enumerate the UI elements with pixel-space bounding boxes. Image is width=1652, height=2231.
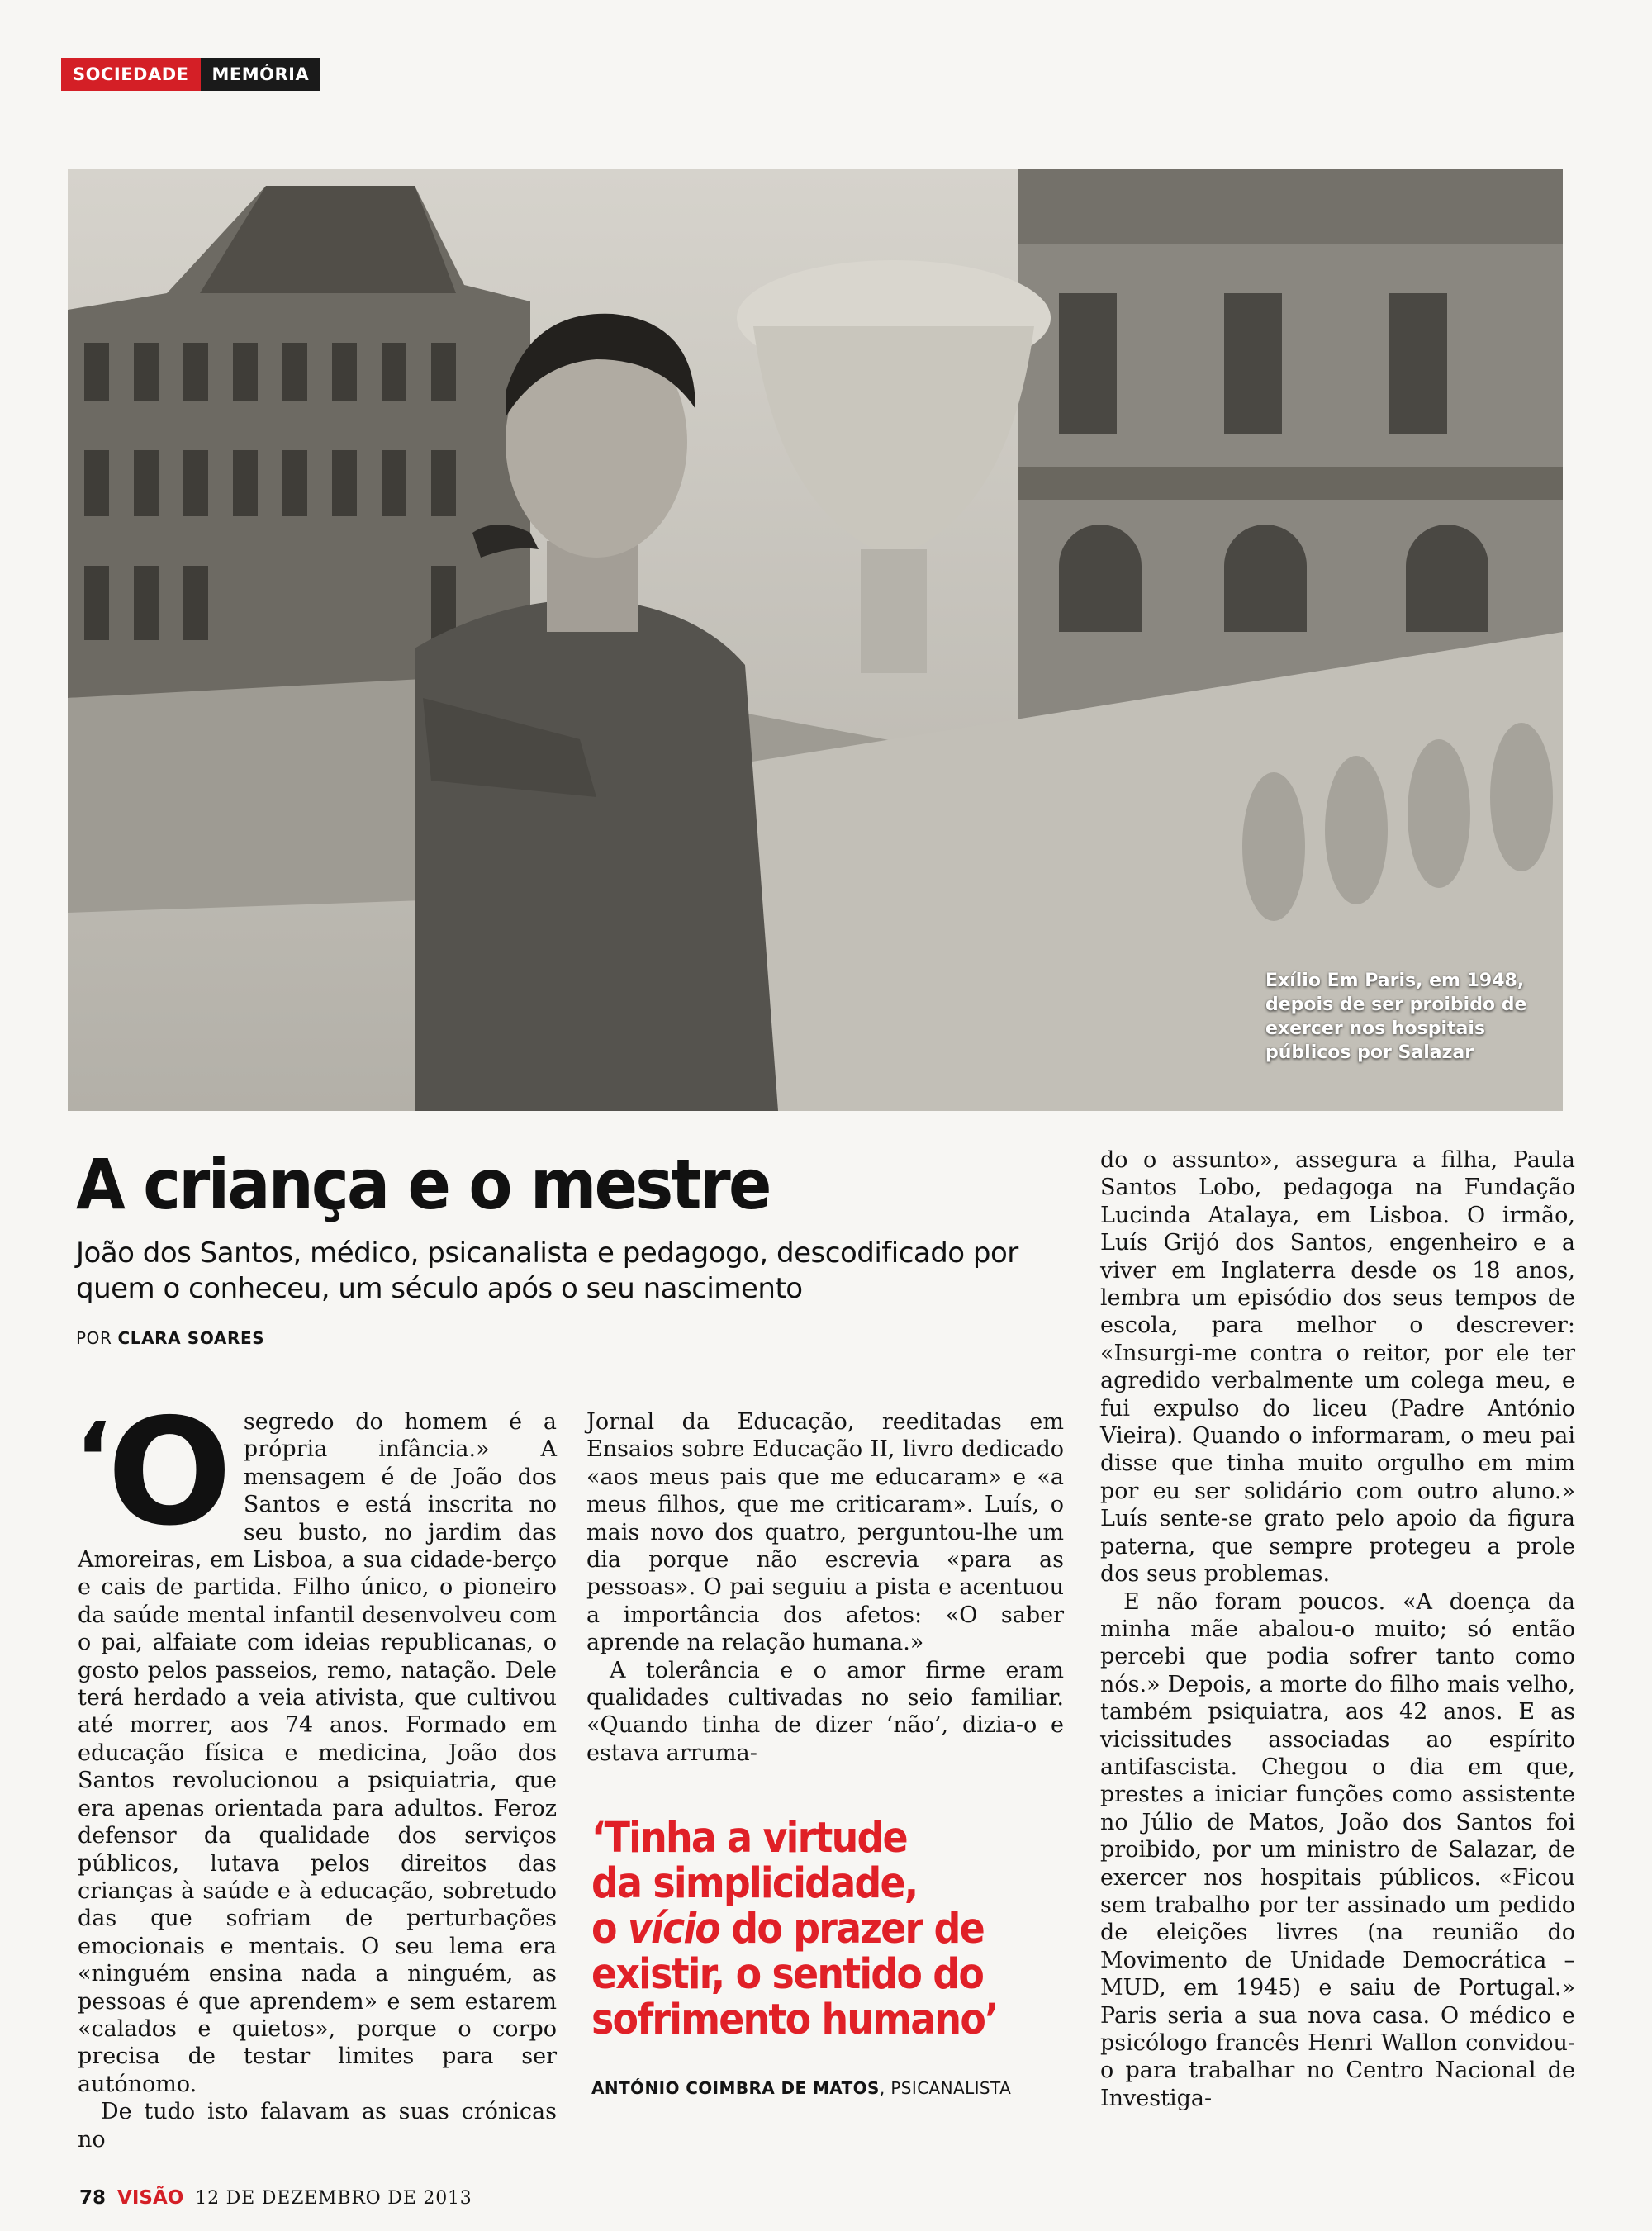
page-number: 78: [79, 2187, 107, 2209]
pull-quote: [591, 1816, 1023, 2043]
section-tag: [61, 58, 320, 91]
caption-text: Em Paris, em 1948, depois de ser proibido de exercer nos hospitais públicos por Salazar: [1265, 971, 1527, 1063]
pull-quote-line: ‘Tinha a virtude: [591, 1814, 907, 1863]
pull-quote-line: [591, 1906, 1023, 1952]
standfirst: João dos Santos, médico, psicanalista e pedagogo, descodificado por quem o conheceu, um século após o seu nascimento: [76, 1237, 1018, 1305]
body-column-1: [74, 1387, 557, 2153]
pull-quote-attribution: [591, 2078, 1011, 2098]
body-paragraph: De tudo isto falavam as suas crónicas no: [78, 2099, 557, 2153]
section-secondary: MEMÓRIA: [201, 58, 321, 91]
page-footer: [79, 2187, 472, 2209]
dropcap: [74, 1387, 232, 1558]
pull-quote-italic: vício: [627, 1905, 720, 1953]
article-photo: [68, 169, 1563, 1111]
body-paragraph: Jornal da Educação, reeditadas em Ensaios sobre Educação II, livro dedicado «aos meus pais que me educaram» e «a meus filhos, que me criticaram». Luís, o mais novo dos quatro, perguntou-lhe um dia porque não escrevia «para as pessoas». O pai seguiu a pista e acentuou a importância dos afetos: «O saber aprende na relação humana.»: [586, 1409, 1064, 1656]
section-primary: SOCIEDADE: [61, 58, 201, 91]
headline: A criança e o mestre: [76, 1144, 770, 1225]
pull-quote-line: da simplicidade,: [591, 1859, 918, 1908]
caption-lead: Exílio: [1265, 971, 1321, 991]
issue-date: 12 DE DEZEMBRO DE 2013: [195, 2188, 472, 2209]
pull-quote-role: , PSICANALISTA: [879, 2078, 1012, 2098]
pull-quote-line: sofrimento humano’: [591, 1996, 998, 2044]
byline: [76, 1328, 264, 1348]
pull-quote-author: ANTÓNIO COIMBRA DE MATOS: [591, 2078, 880, 2098]
body-paragraph: E não foram poucos. «A doença da minha mãe abalou-o muito; só então percebi que podia sofrer tanto como nós.» Depois, a morte do filho mais velho, também psiquiatra, aos 42 anos. E as vicissitudes associadas ao espírito antifascista. Chegou o dia em que, prestes a iniciar funções como assistente no Júlio de Matos, João dos Santos foi proibido, por um ministro de Salazar, de exercer nos hospitais públicos. «Ficou sem trabalho por ter assinado um pedido de eleições livres (na reunião do Movimento de Unidade Democrática – MUD, em 1945) e saiu de Portugal.» Paris seria a sua nova casa. O médico e psicólogo francês Henri Wallon convidou-o para trabalhar no Centro Nacional de Investiga-: [1100, 1588, 1575, 2111]
byline-prefix: POR: [76, 1328, 112, 1348]
dropcap-letter: O: [107, 1387, 232, 1558]
body-column-2: [586, 1408, 1064, 1767]
pull-quote-text: o: [591, 1905, 628, 1953]
body-paragraph: do o assunto», assegura a filha, Paula Santos Lobo, pedagoga na Fundação Lucinda Atalaya, em Lisboa. O irmão, Luís Grijó dos Santos, engenheiro e a viver em Inglaterra desde os 18 anos, lembra um episódio dos seus tempos de escola, para melhor o descrever: «Insurgi-me contra o reitor, por ele ter agredido verbalmente um colega meu, e fui expulso do liceu (Padre António Vieira). Quando o informaram, o meu pai disse que tinha muito orgulho em mim por eu ser solidário com outro aluno.» Luís sente-se grato pelo apoio da figura paterna, que sempre protegeu a prole dos seus problemas.: [1100, 1147, 1575, 1588]
body-paragraph: A tolerância e o amor firme eram qualidades cultivadas no seio familiar. «Quando tinha de dizer ‘não’, dizia-o e estava arruma-: [586, 1657, 1064, 1766]
byline-author: CLARA SOARES: [117, 1328, 265, 1348]
photo-caption: [1265, 969, 1530, 1065]
dropcap-quote: ‘: [74, 1403, 112, 1517]
magazine-brand: VISÃO: [117, 2187, 184, 2209]
body-paragraph: segredo do homem é a própria infância.» A mensagem é de João dos Santos e está inscrita no seu busto, no jardim das Amoreiras, em Lisboa, a sua cidade-berço e cais de partida. Filho único, o pioneiro da saúde mental infantil desenvolveu com o pai, alfaiate com ideias republicanas, o gosto pelos passeios, remo, natação. Dele terá herdado a veia ativista, que cultivou até morrer, aos 74 anos. Formado em educação física e medicina, João dos Santos revolucionou a psiquiatria, que era apenas orientada para adultos. Feroz defensor da qualidade dos serviços públicos, lutava pelos direitos das crianças à saúde e à educação, sobretudo das que sofriam de perturbações emocionais e mentais. O seu lema era «ninguém ensina nada a ninguém, as pessoas é que aprendem» e sem estarem «calados e quietos», porque o corpo precisa de testar limites para ser autónomo.: [78, 1409, 557, 2097]
pull-quote-line: existir, o sentido do: [591, 1950, 984, 1999]
pull-quote-text: do prazer de: [719, 1905, 984, 1953]
body-column-3: [1100, 1146, 1575, 2112]
